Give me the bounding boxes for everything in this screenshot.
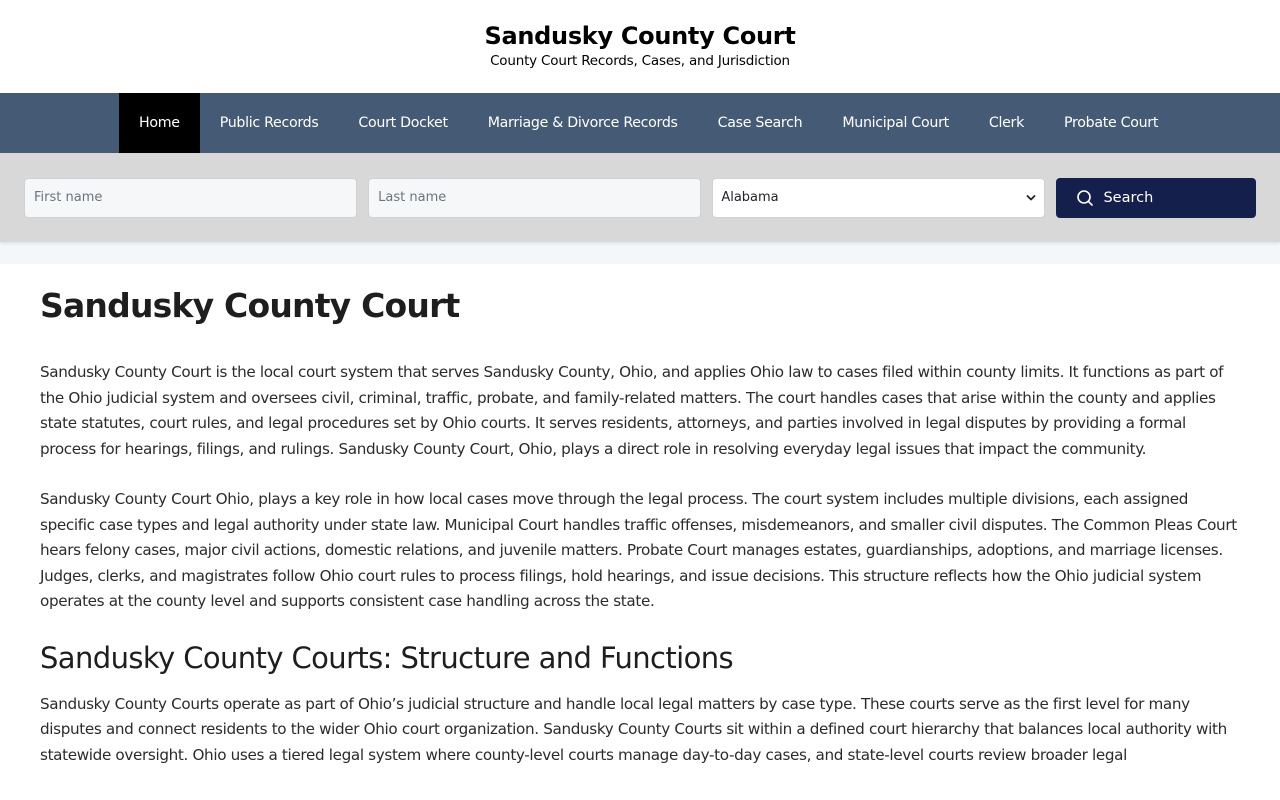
divider-band	[0, 242, 1280, 264]
divisions-paragraph: Sandusky County Court Ohio, plays a key role in how local cases move through the legal process. The court system includes multiple divisions, each assigned specific case types and legal authority under state law. Municipal Court handles traffic offenses, misdemeanors, and smaller civil disputes. The Common Pleas Court hears felony cases, major civil actions, domestic relations, and juvenile matters. Probate Court manages estates, guardianships, adoptions, and marriage licenses. Judges, clerks, and magistrates follow Ohio court rules to process filings, hold hearings, and issue decisions. This structure reflects how the Ohio judicial system operates at the county level and supports consistent case handling across the state.	[40, 490, 1237, 610]
state-select[interactable]	[712, 178, 1045, 218]
site-subtitle: County Court Records, Cases, and Jurisdiction	[490, 53, 790, 69]
last-name-input[interactable]	[368, 178, 701, 218]
chevron-down-icon	[1026, 193, 1036, 203]
section-paragraph: Sandusky County Courts operate as part of Ohio’s judicial structure and handle local legal matters by case type. These courts serve as the first level for many disputes and connect residents to the wider Ohio court organization. Sandusky County Courts sit within a defined court hierarchy that balances local authority with statewide oversight. Ohio uses a tiered legal system where county-level courts manage day-to-day cases, and state-level courts review broader legal	[40, 694, 1227, 764]
first-name-input[interactable]	[24, 178, 357, 218]
nav-item-clerk[interactable]: Clerk	[988, 115, 1025, 131]
nav-item-home[interactable]: Home	[119, 93, 200, 153]
nav-item-public-records[interactable]: Public Records	[219, 115, 319, 131]
search-button-label: Search	[1103, 189, 1154, 206]
nav-item-marriage-divorce-records[interactable]: Marriage & Divorce Records	[487, 115, 678, 131]
site-header	[0, 0, 1280, 93]
section-heading: Sandusky County Courts: Structure and Functions	[40, 640, 734, 675]
state-select-value: Alabama	[721, 190, 779, 205]
site-title[interactable]: Sandusky County Court	[484, 22, 796, 50]
nav-item-case-search[interactable]: Case Search	[717, 115, 803, 131]
intro-paragraph: Sandusky County Court is the local court system that serves Sandusky County, Ohio, and applies Ohio law to cases filed within county limits. It functions as part of the Ohio judicial system and oversees civil, criminal, traffic, probate, and family-related matters. The court handles cases that arise within the county and applies state statutes, court rules, and legal procedures set by Ohio courts. It serves residents, attorneys, and parties involved in legal disputes by providing a formal process for hearings, filings, and rulings. Sandusky County Court, Ohio, plays a direct role in resolving everyday legal issues that impact the community.	[40, 363, 1224, 458]
search-button[interactable]	[1056, 178, 1256, 218]
search-icon	[1076, 189, 1094, 207]
page-title: Sandusky County Court	[40, 286, 460, 325]
nav-item-municipal-court[interactable]: Municipal Court	[842, 115, 949, 131]
main-content	[0, 264, 1280, 768]
main-nav	[0, 93, 1280, 153]
search-bar	[0, 153, 1280, 242]
nav-item-probate-court[interactable]: Probate Court	[1064, 115, 1159, 131]
nav-item-court-docket[interactable]: Court Docket	[358, 115, 448, 131]
